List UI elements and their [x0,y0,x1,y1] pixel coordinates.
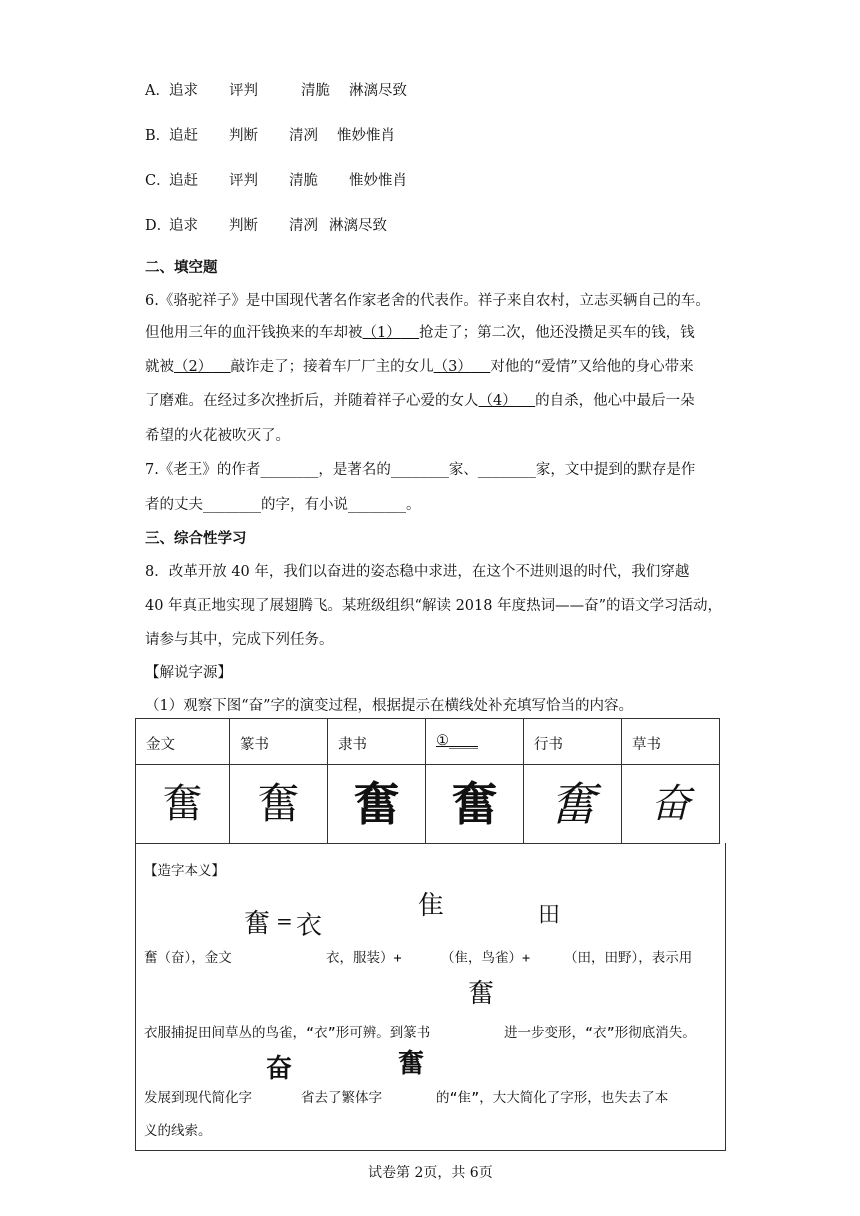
tian-glyph-icon: 田 [538,903,561,928]
option-a: A．追求 评判 清脆 淋漓尽致 [145,79,407,100]
header-blank-1[interactable]: ①____ [436,733,478,749]
blank-1: （1） [362,325,401,341]
option-letter: A． [145,83,170,99]
header-xingshu: 行书 [534,737,563,753]
note-title: 【造字本义】 [144,863,225,879]
q6-line5: 希望的火花被吹灭了。 [145,428,290,444]
section-heading-comprehensive: 三、综合性学习 [145,530,247,547]
blank-4: （4） [478,393,517,409]
q6-line1: 6.《骆驼祥子》是中国现代著名作家老舍的代表作。祥子来自农村，立志买辆自己的车。 [145,293,710,309]
glyph-xingshu: 奮 [549,777,596,831]
section-heading-fill: 二、填空题 [145,259,218,276]
q8-line1: 8．改革开放 40 年，我们以奋进的姿态稳中求进，在这个不进则退的时代，我们穿越 [145,564,690,580]
glyph-lishu: 奮 [353,777,400,831]
q7-line2: 者的丈夫________的字，有小说________。 [145,497,421,513]
q8-line2: 40 年真正地实现了展翅腾飞。某班级组织“解读 2018 年度热词——奋”的语文学习活动， [145,598,723,614]
q7-line1: 7.《老王》的作者________，是著名的________家、________家，文中提到的默存是作 [145,462,696,478]
q6-line2: 但他用三年的血汗钱换来的车却被（1） 抢走了；第二次，他还没攒足买车的钱，钱 [145,325,695,341]
glyph-kaishu: 奮 [451,777,498,831]
header-caoshu: 草书 [632,737,661,753]
q8-line3: 请参与其中，完成下列任务。 [145,632,334,648]
option-b: B．追赶 判断 清冽 惟妙惟肖 [145,128,395,144]
option-c: C．追赶 评判 清脆 惟妙惟肖 [145,173,407,189]
header-zhuanshu: 篆书 [240,737,269,753]
evolution-table [135,718,720,844]
note-line3: 发展到现代简化字 [144,1090,252,1106]
header-jinwen: 金文 [146,737,175,753]
zhuan-glyph-icon: 奮 [468,979,495,1009]
header-lishu: 隶书 [338,737,367,753]
glyph-caoshu: 奋 [650,781,691,827]
blank-2: （2） [174,359,213,375]
yi-glyph-icon: 衣 [296,911,323,941]
blank-3: （3） [433,359,472,375]
note-line1: 奮（奋），金文 [144,950,232,966]
q8-bracket-title: 【解说字源】 [145,665,232,681]
origin-note-box: 【造字本义】 奮（奋），金文 奮 = 衣 衣，服装）+ 隹 （隹，鸟雀）+ 田 （田，田野），表示用 衣服捕捉田间草丛的鸟雀，“衣”形可辨。到篆书 奮 进一步变形，“衣”形彻底消失。 发展到现代简化字 奋 省去了繁体字 奮 的“隹”，大大简化了字形，也失去了本 义的线索。 [135,843,726,1151]
q6-line3: 就被（2） 敲诈走了；接着车厂厂主的女儿（3） 对他的“爱情”又给他的身心带来 [145,359,694,375]
q8-task: （1）观察下图“奋”字的演变过程，根据提示在横线处补充填写恰当的内容。 [145,698,634,714]
page-footer: 试卷第 2页，共 6页 [368,1165,493,1181]
option-d: D．追求 判断 清冽 淋漓尽致 [145,218,387,234]
zhui-glyph-icon: 隹 [418,891,445,921]
note-line4: 义的线索。 [144,1123,212,1139]
equals-sign: = [276,909,293,933]
traditional-glyph-icon: 奮 [398,1049,425,1079]
note-line2: 衣服捕捉田间草丛的鸟雀，“衣”形可辨。到篆书 [144,1025,431,1041]
simplified-glyph-icon: 奋 [266,1054,293,1084]
glyph-jinwen: 奮 [162,781,203,827]
glyph-zhuanshu: 奮 [257,779,300,828]
q6-line4: 了磨难。在经过多次挫折后，并随着祥子心爱的女人（4） 的自杀，他心中最后一朵 [145,393,695,409]
jinwen-glyph-icon: 奮 [244,909,271,939]
